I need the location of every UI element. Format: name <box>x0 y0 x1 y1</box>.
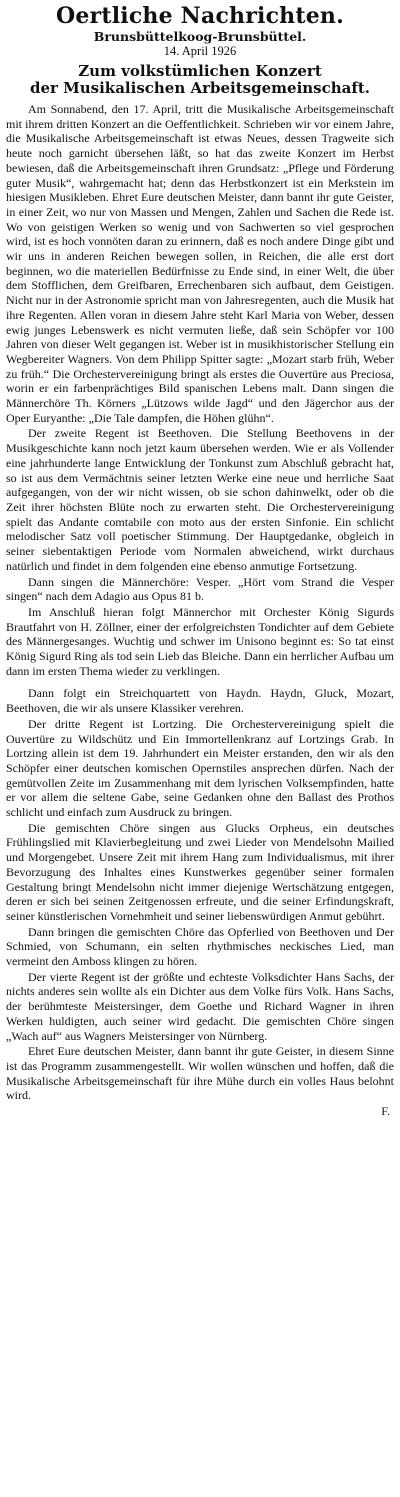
paragraph: Der zweite Regent ist Beethoven. Die Stellung Beethovens in der Musikgeschichte kann noch jetzt kaum übersehen werden. Wie er als Vollender eine jahrhunderte lange Entwicklung der Tonkunst zum Abschluß gebracht hat, so ist aus dem Vermächtnis seiner letzten Werke eine neue und herrliche Saat aufgegangen, von der wir nicht wissen, ob sie schon dahinwelkt, oder ob die Zeit ihrer höchsten Blüte noch zu erwarten steht. Die Orchestervereinigung spielt das Andante comtabile con moto aus der ersten Sinfonie. Ein schlicht melodischer Satz voll poetischer Stimmung. Der Hauptgedanke, obgleich in seiner siebentaktigen Periode vom Normalen abweichend, wirkt durchaus natürlich und findet in dem folgenden eine ebenso anmutige Fortsetzung. <box>6 426 394 573</box>
article-body <box>6 102 394 1103</box>
paragraph: Die gemischten Chöre singen aus Glucks Orpheus, ein deutsches Frühlingslied mit Klavierbegleitung und zwei Lieder von Mendelsohn Mailied und Morgengebet. Unsere Zeit mit ihrem Hang zum Individualismus, mit ihrer Bevorzugung des Inhaltes eines Kunstwerkes gegenüber seiner formalen Gestaltung bringt Mendelsohn nicht immer diejenige Wertschätzung entgegen, deren er sich bei seinen Zeitgenossen erfreute, und die seiner Erfindungskraft, seiner künstlerischen Vornehmheit und seiner liebenswürdigen Anmut gebührt. <box>6 820 394 923</box>
paragraph: Ehret Eure deutschen Meister, dann bannt ihr gute Geister, in diesem Sinne ist das Programm zusammengestellt. Wir wollen wünschen und hoffen, daß die Musikalische Arbeitsgemeinschaft für ihre Mühe durch ein volles Haus belohnt wird. <box>6 1044 394 1103</box>
article-headline-line-1: Zum volkstümlichen Konzert <box>78 62 322 80</box>
author-signature: F. <box>381 1104 390 1119</box>
paragraph: Dann folgt ein Streichquartett von Haydn. Haydn, Gluck, Mozart, Beethoven, die wir als unsere Klassiker verehren. <box>6 686 394 716</box>
paragraph: Der dritte Regent ist Lortzing. Die Orchestervereinigung spielt die Ouvertüre zu Wildschütz und Ein Immortellenkranz auf Lortzings Grab. In Lortzing allein ist dem 19. Jahrhundert ein Meister erstanden, den wir als den Schöpfer einer deutschen komischen Opernstiles ansprechen dürfen. Nach der gemütvollen Zeite im Zusammenhang mit dem lyrischen Volksempfinden, hatte er vor allem die seltene Gabe, seine Gedanken ohne den Ballast des Prothos schlicht und einfach zum Ausdruck zu bringen. <box>6 716 394 820</box>
paragraph: Der vierte Regent ist der größte und echteste Volksdichter Hans Sachs, der nichts anderes sein wollte als ein Dichter aus dem Volke fürs Volk. Hans Sachs, der berühmteste Meistersinger, dem Goethe und Richard Wagner in ihren Werken huldigten, auch seiner wird gedacht. Die gemischten Chöre singen „Wach auf“ aus Wagners Meistersinger von Nürnberg. <box>6 969 394 1043</box>
paragraph: Dann singen die Männerchöre: Vesper. „Hört vom Strand die Vesper singen“ nach dem Adagio aus Opus 81 b. <box>6 574 394 604</box>
paragraph: Im Anschluß hieran folgt Männerchor mit Orchester König Sigurds Brautfahrt von H. Zöllner, einer der erfolgreichsten Tondichter auf dem Gebiete des Männergesanges. Wuchtig und schwer im Unisono beginnt es: So tat einst König Sigurd Ring als tod sein Lieb das Bleiche. Dann ein herrlicher Aufbau um dann im ersten Thema wieder zu verklingen. <box>6 604 394 678</box>
article-headline-line-2: der Musikalischen Arbeitsgemeinschaft. <box>30 79 370 97</box>
location-line: Brunsbüttelkoog-Brunsbüttel. <box>93 29 307 44</box>
dateline: 14. April 1926 <box>163 44 237 58</box>
section-title: Oertliche Nachrichten. <box>56 3 344 29</box>
paragraph: Am Sonnabend, den 17. April, tritt die Musikalische Arbeitsgemeinschaft mit ihrem dritten Konzert an die Oeffentlichkeit. Schrieben wir vor einem Jahre, die Musikalische Arbeitsgemeinschaft ist etwas Neues, dessen Tragweite sich heute noch garnicht übersehen läßt, so hat das zweite Konzert im Herbst bewiesen, daß die Arbeitsgemeinschaft ihren Grundsatz: „Pflege und Förderung guter Musik“, wahrgemacht hat; denn das Herbstkonzert ist ein Merkstein im hiesigen Musikleben. Ehret Eure deutschen Meister, dann bannt ihr gute Geister, in einer Zeit, wo nur von Massen und Mengen, Zahlen und Sachen die Rede ist. Wo von geistigen Werken so wenig und von Sachwerten so viel gesprochen wird, ist es hoch vonnöten daran zu erinnern, daß es noch andere Dinge gibt und wir uns in anderen Reichen bewegen sollen, in Reichen, die alle erst dort beginnen, wo die materiellen Bedürfnisse zu Ende sind, in einer Welt, die über dem Stofflichen, dem Greifbaren, Errechenbaren sich aufbaut, dem Geistigen. Nicht nur in der Astronomie spricht man von Jahresregenten, auch die Musik hat ihre Regenten. Allen voran in diesem Jahre steht Karl Maria von Weber, dessen ewig junges Lebenswerk es nicht vermuten ließe, daß sein Schöpfer vor 100 Jahren von dieser Welt gegangen ist. Weber ist in musikhistorischer Stellung ein Wegbereiter Wagners. Von dem Philipp Spitter sagte: „Mozart starb früh, Weber zu früh.“ Die Orchestervereinigung bringt als erstes die Ouvertüre aus Preciosa, worin er ein farbenprächtiges Bild spanischen Lebens malt. Dann singen die Männerchöre Th. Körners „Lützows wilde Jagd“ und den Jägerchor aus der Oper Euryanthe: „Die Tale dampfen, die Höhen glühn“. <box>6 102 394 425</box>
paragraph: Dann bringen die gemischten Chöre das Opferlied von Beethoven und Der Schmied, von Schumann, ein selten rhythmisches neckisches Lied, man vermeint den Amboss klingen zu hören. <box>6 924 394 969</box>
